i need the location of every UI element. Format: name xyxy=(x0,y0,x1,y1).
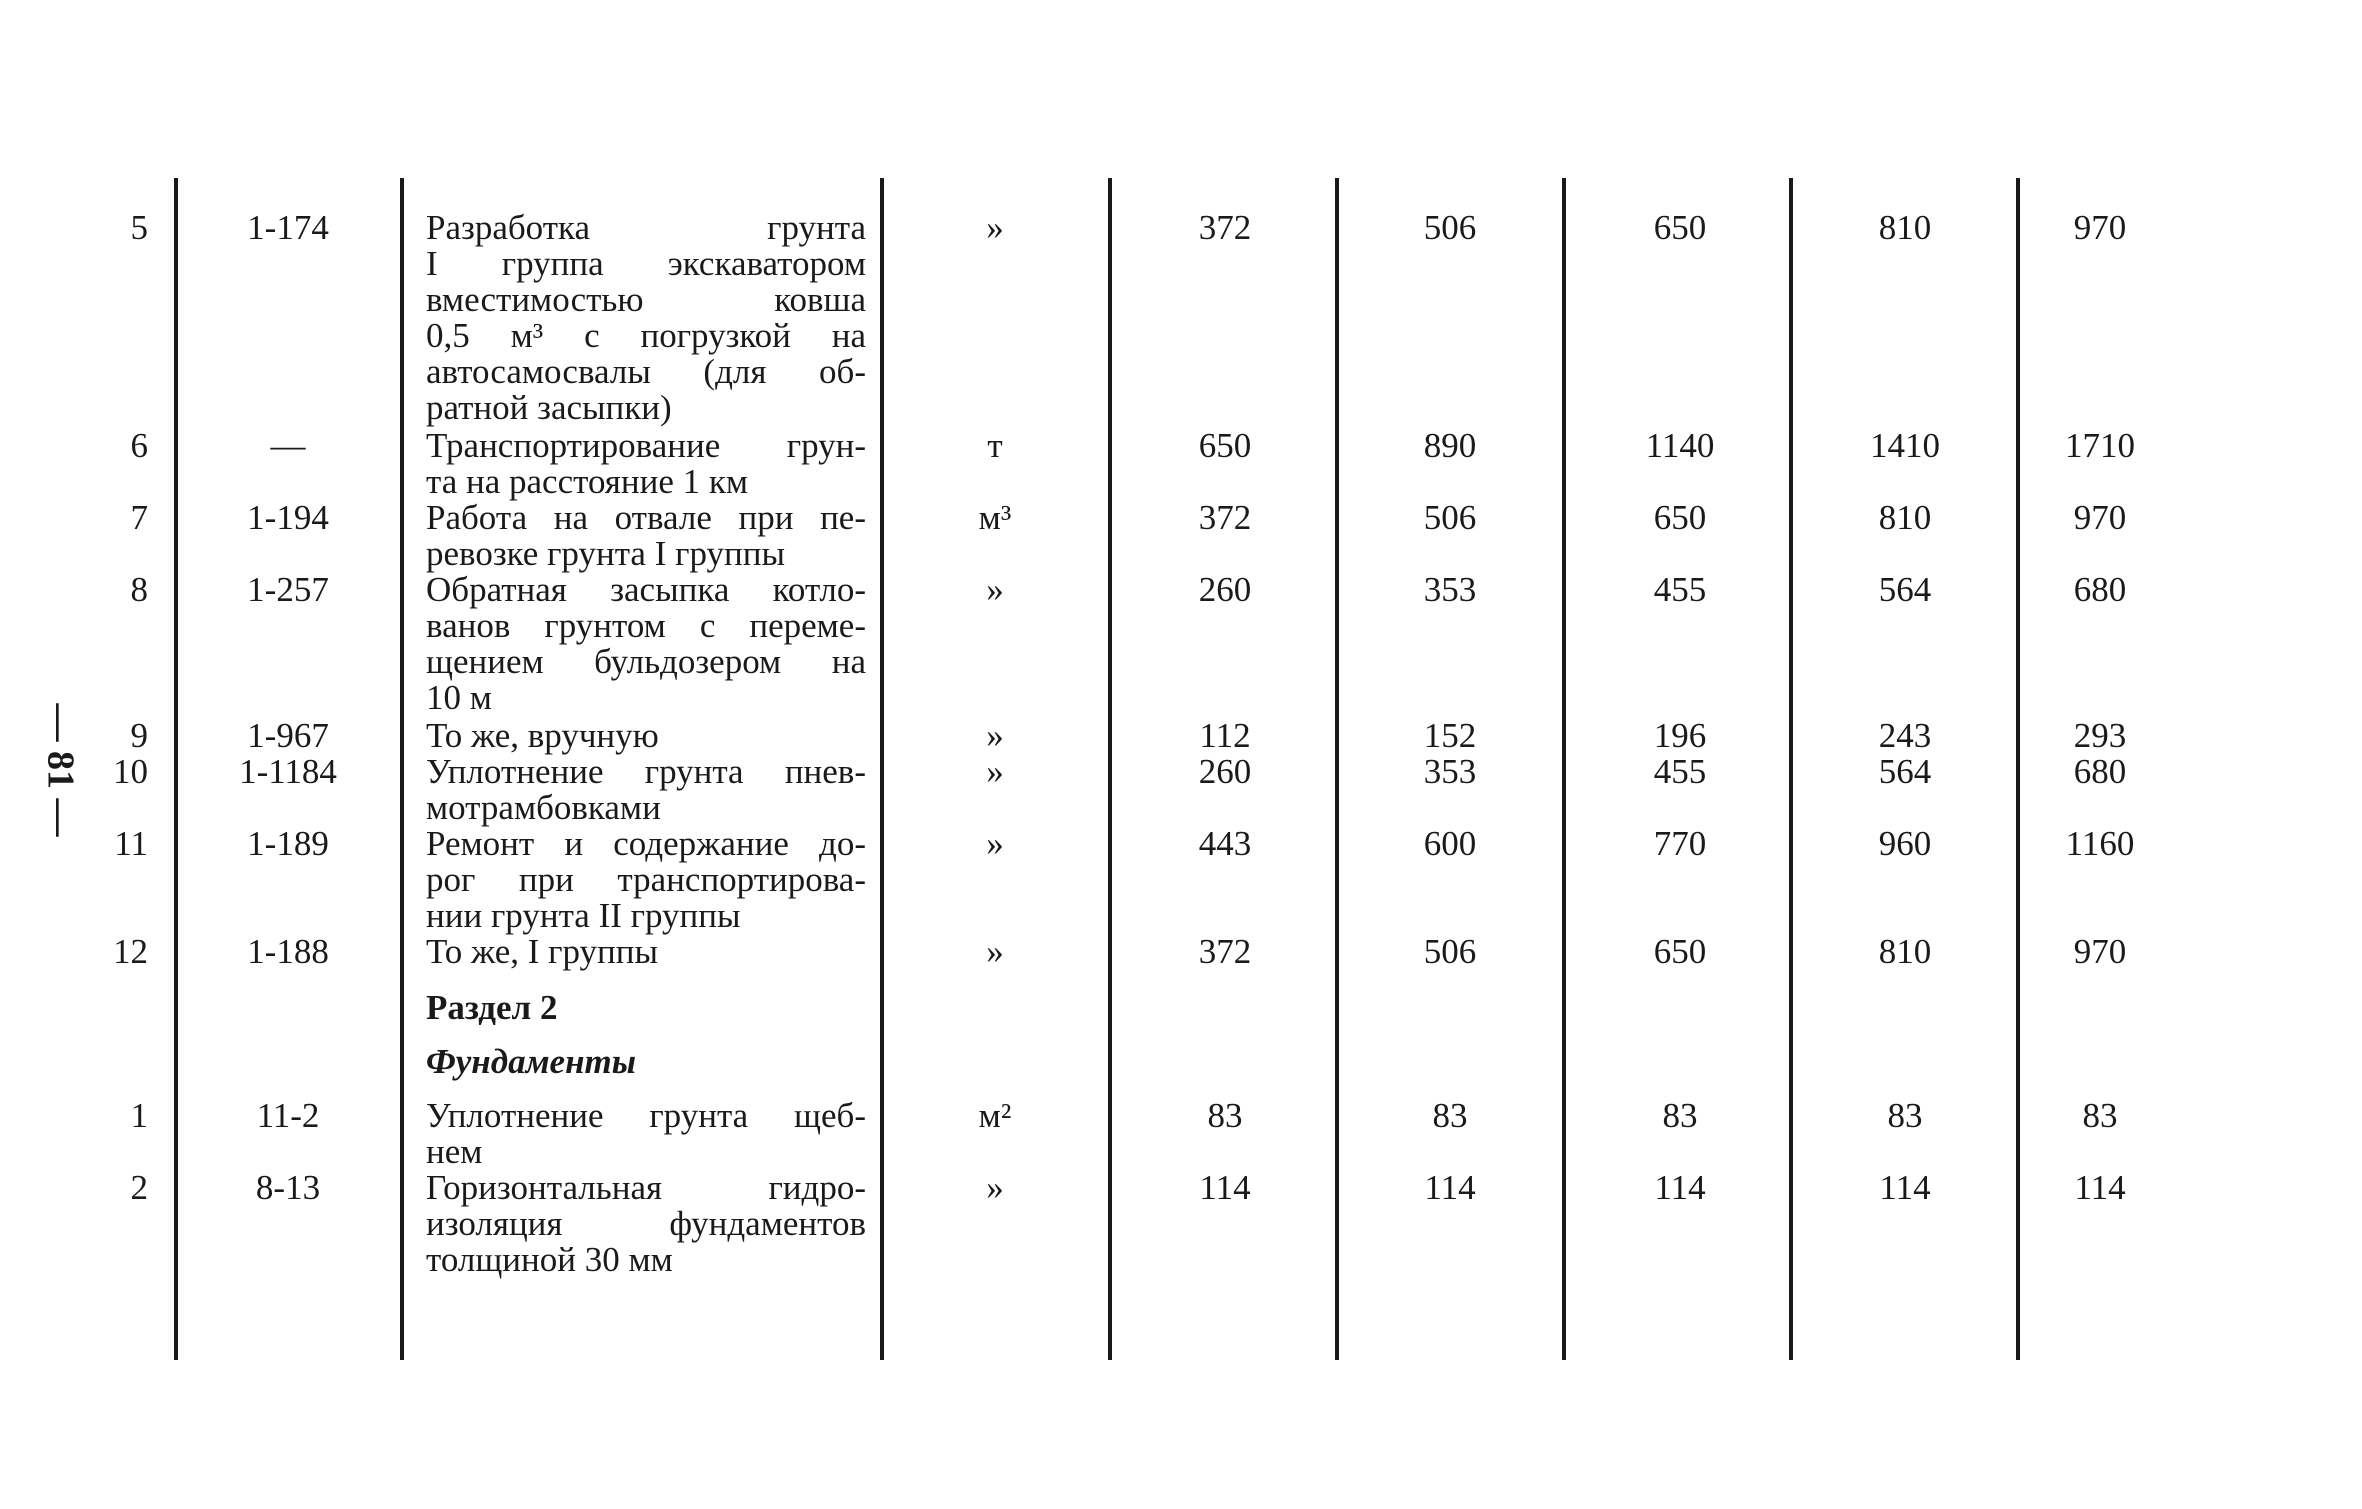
quantity-value: 293 xyxy=(2073,716,2127,755)
description-line: толщиной 30 мм xyxy=(426,1240,673,1279)
norm-code: 1-967 xyxy=(247,716,329,755)
column-divider xyxy=(174,178,178,1360)
quantity-value: 970 xyxy=(2073,498,2127,537)
quantity-value: 353 xyxy=(1423,570,1477,609)
column-divider xyxy=(1562,178,1566,1360)
quantity-value: 770 xyxy=(1653,824,1707,863)
quantity-value: 960 xyxy=(1878,824,1932,863)
work-description xyxy=(426,500,866,572)
quantity-value: 1710 xyxy=(2065,426,2135,465)
quantity-value: 1160 xyxy=(2065,824,2135,863)
norm-code: 1-1184 xyxy=(239,752,337,791)
unit-of-measure: м² xyxy=(978,1096,1012,1135)
quantity-value: 83 xyxy=(1887,1096,1923,1135)
work-description xyxy=(426,572,866,716)
norm-code: 1-188 xyxy=(247,932,329,971)
quantity-value: 810 xyxy=(1878,208,1932,247)
quantity-value: 443 xyxy=(1198,824,1252,863)
column-divider xyxy=(1789,178,1793,1360)
quantity-value: 112 xyxy=(1199,716,1251,755)
quantity-value: 83 xyxy=(1207,1096,1243,1135)
quantity-value: 680 xyxy=(2073,570,2127,609)
quantity-value: 260 xyxy=(1198,752,1252,791)
quantity-value: 152 xyxy=(1423,716,1477,755)
description-line: 10 м xyxy=(426,678,492,717)
row-number: 8 xyxy=(130,570,148,609)
unit-of-measure: » xyxy=(986,932,1004,971)
description-line: То же, вручную xyxy=(426,716,659,755)
description-line: ратной засыпки) xyxy=(426,388,672,427)
work-description xyxy=(426,1170,866,1278)
quantity-value: 506 xyxy=(1423,208,1477,247)
description-line: Обратная засыпка котло- xyxy=(426,570,866,609)
quantity-value: 680 xyxy=(2073,752,2127,791)
quantity-value: 83 xyxy=(1432,1096,1468,1135)
unit-of-measure: » xyxy=(986,824,1004,863)
quantity-value: 114 xyxy=(1654,1168,1706,1207)
quantity-value: 564 xyxy=(1878,752,1932,791)
quantity-value: 83 xyxy=(1662,1096,1698,1135)
row-number: 10 xyxy=(113,752,148,791)
description-line: та на расстояние 1 км xyxy=(426,462,749,501)
quantity-value: 810 xyxy=(1878,932,1932,971)
quantity-value: 650 xyxy=(1653,498,1707,537)
row-number: 6 xyxy=(130,426,148,465)
quantity-value: 600 xyxy=(1423,824,1477,863)
description-line: 0,5 м³ с погрузкой на xyxy=(426,316,866,355)
norm-code: 8-13 xyxy=(255,1168,321,1207)
row-number: 12 xyxy=(113,932,148,971)
description-line: Транспортирование грун- xyxy=(426,426,866,465)
quantity-value: 650 xyxy=(1653,932,1707,971)
description-line: изоляция фундаментов xyxy=(426,1204,866,1243)
unit-of-measure: м³ xyxy=(978,498,1012,537)
quantity-value: 970 xyxy=(2073,208,2127,247)
row-number: 5 xyxy=(130,208,148,247)
description-line: автосамосвалы (для об- xyxy=(426,352,866,391)
description-line: нии грунта II группы xyxy=(426,896,741,935)
quantity-value: 114 xyxy=(2074,1168,2126,1207)
quantity-value: 1140 xyxy=(1645,426,1715,465)
quantity-value: 1410 xyxy=(1870,426,1940,465)
work-description xyxy=(426,428,866,500)
description-line: Горизонтальная гидро- xyxy=(426,1168,866,1207)
quantity-value: 243 xyxy=(1878,716,1932,755)
row-number: 1 xyxy=(130,1096,148,1135)
description-line: Уплотнение грунта пнев- xyxy=(426,752,866,791)
quantity-value: 564 xyxy=(1878,570,1932,609)
row-number: 9 xyxy=(130,716,148,755)
norm-code: 1-194 xyxy=(247,498,329,537)
quantity-value: 506 xyxy=(1423,498,1477,537)
description-line: вместимостью ковша xyxy=(426,280,866,319)
quantity-value: 260 xyxy=(1198,570,1252,609)
norm-code: 1-174 xyxy=(247,208,329,247)
description-line: I группа экскаватором xyxy=(426,244,866,283)
quantity-value: 455 xyxy=(1653,752,1707,791)
quantity-value: 650 xyxy=(1198,426,1252,465)
quantity-value: 114 xyxy=(1879,1168,1931,1207)
work-description xyxy=(426,826,866,934)
norm-code: — xyxy=(270,426,306,465)
unit-of-measure: » xyxy=(986,570,1004,609)
norm-code: 11-2 xyxy=(256,1096,320,1135)
norm-code: 1-189 xyxy=(247,824,329,863)
column-divider xyxy=(400,178,404,1360)
unit-of-measure: » xyxy=(986,716,1004,755)
description-line: мотрамбовками xyxy=(426,788,661,827)
section-subheading: Фундаменты xyxy=(426,1042,637,1081)
work-description xyxy=(426,718,866,754)
description-line: щением бульдозером на xyxy=(426,642,866,681)
norm-code: 1-257 xyxy=(247,570,329,609)
quantity-value: 890 xyxy=(1423,426,1477,465)
row-number: 7 xyxy=(130,498,148,537)
description-line: Работа на отвале при пе- xyxy=(426,498,866,537)
unit-of-measure: т xyxy=(987,426,1003,465)
description-line: То же, I группы xyxy=(426,932,659,971)
work-description xyxy=(426,1098,866,1170)
quantity-value: 506 xyxy=(1423,932,1477,971)
column-divider xyxy=(880,178,884,1360)
quantity-value: 372 xyxy=(1198,498,1252,537)
unit-of-measure: » xyxy=(986,1168,1004,1207)
quantity-value: 114 xyxy=(1424,1168,1476,1207)
unit-of-measure: » xyxy=(986,752,1004,791)
description-line: ревозке грунта I группы xyxy=(426,534,785,573)
page-number-text: — 81 — xyxy=(39,703,81,837)
work-description xyxy=(426,754,866,826)
work-description xyxy=(426,934,866,970)
description-line: нем xyxy=(426,1132,483,1171)
quantity-value: 455 xyxy=(1653,570,1707,609)
quantity-value: 372 xyxy=(1198,932,1252,971)
row-number: 11 xyxy=(114,824,148,863)
description-line: Разработка грунта xyxy=(426,208,866,247)
description-line: Уплотнение грунта щеб- xyxy=(426,1096,866,1135)
section-heading: Раздел 2 xyxy=(426,988,558,1027)
work-description xyxy=(426,210,866,426)
row-number: 2 xyxy=(130,1168,148,1207)
quantity-value: 114 xyxy=(1199,1168,1251,1207)
quantity-value: 970 xyxy=(2073,932,2127,971)
quantity-value: 83 xyxy=(2082,1096,2118,1135)
quantity-value: 196 xyxy=(1653,716,1707,755)
description-line: ванов грунтом с переме- xyxy=(426,606,866,645)
column-divider xyxy=(1108,178,1112,1360)
description-line: рог при транспортирова- xyxy=(426,860,866,899)
column-divider xyxy=(1335,178,1339,1360)
quantity-value: 353 xyxy=(1423,752,1477,791)
quantity-value: 810 xyxy=(1878,498,1932,537)
quantity-value: 650 xyxy=(1653,208,1707,247)
column-divider xyxy=(2016,178,2020,1360)
description-line: Ремонт и содержание до- xyxy=(426,824,866,863)
quantity-value: 372 xyxy=(1198,208,1252,247)
unit-of-measure: » xyxy=(986,208,1004,247)
